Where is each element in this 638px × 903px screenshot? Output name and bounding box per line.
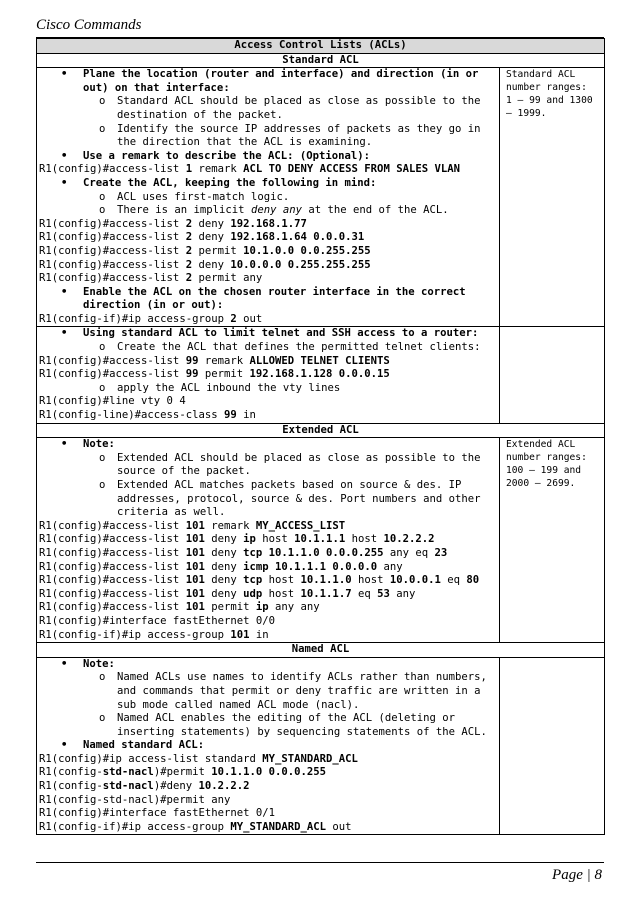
cmd-line [39,272,497,286]
cmd-value: 192.168.1.77 [230,217,307,230]
sub-implicit-deny [39,204,497,218]
cmd-text: R1(config-line)#access-class [39,409,224,422]
cmd-text: deny [192,217,231,230]
cmd-value: 10.1.1.1 [294,533,346,546]
cmd-value: 10.2.2.2 [198,780,250,793]
cmd-text: R1(config)#access-list [39,217,186,230]
cmd-line [39,259,497,273]
cmd-text: R1(config)#access-list [39,546,186,559]
cmd-number: 101 [185,560,205,573]
cmd-text: any [377,560,403,573]
cmd-line [39,629,497,643]
cmd-text: R1(config)#access-list [39,574,186,587]
cmd-number: 2 [185,217,193,230]
extended-range-note: Extended ACL number ranges: 100 – 199 and 2000 – 2699. [500,438,605,643]
cmd-text: R1(config)#access-list [39,244,186,257]
cmd-line: R1(config)#line vty 0 4 [39,395,186,408]
cmd-text: R1(config)#access-list [39,519,186,532]
cmd-value: 10.1.1.7 [300,587,352,600]
cmd-text: host [262,587,301,600]
cmd-number: 101 [185,574,205,587]
cmd-text: R1(config)#access-list [39,560,186,573]
sub-italic: deny any [250,204,302,217]
cmd-line [39,574,497,588]
page-header: Cisco Commands [36,17,142,33]
extended-acl-content [37,438,500,643]
cmd-text: out [236,312,263,325]
cmd-line [39,313,497,327]
bullet-note: • Note: [39,658,497,672]
cmd-value: 10.1.0.0 0.0.255.255 [243,244,371,257]
cmd-line: R1(config-std-nacl)#permit any [39,793,231,806]
cmd-value: MY_STANDARD_ACL [262,752,358,765]
telnet-empty-cell [500,327,605,423]
cmd-text: R1(config)#access-list [39,258,186,271]
cmd-number: 101 [185,587,205,600]
cmd-text: deny [204,533,244,546]
cmd-line [39,588,497,602]
cmd-text: host [345,533,384,546]
cmd-value: 10.1.1.0 0.0.0.255 [268,546,384,559]
bullet-enable: • Enable the ACL on the chosen router interface in the correct direction (in or out): [39,286,497,313]
cmd-number: 1 [185,163,193,176]
cmd-text: permit [192,244,244,257]
acl-table [36,38,605,835]
sub-close-source: o Extended ACL should be placed as close as possible to the source of the packet. [39,452,497,479]
cmd-value: 80 [466,574,480,587]
cmd-number: 101 [185,601,205,614]
title-row [37,39,605,54]
cmd-line [39,766,497,780]
cmd-line [39,218,497,232]
cmd-value: 10.2.2.2 [383,533,435,546]
cmd-text: remark [204,519,256,532]
cmd-value: 23 [434,546,448,559]
named-acl-row [37,657,605,835]
named-acl-content [37,657,500,835]
cmd-text: deny [192,231,231,244]
standard-acl-row [37,68,605,327]
cmd-line [39,520,497,534]
sub-match-criteria: o Extended ACL matches packets based on source & des. IP addresses, protocol, source & des. Port numbers and other criteria as well. [39,479,497,520]
cmd-number: 2 [185,272,193,285]
cmd-line [39,245,497,259]
cmd-line [39,821,497,835]
cmd-text: host [262,574,301,587]
sub-close-destination: o Standard ACL should be placed as close as possible to the destination of the packet. [39,95,497,122]
cmd-text: deny [192,258,231,271]
cmd-value: 10.1.1.1 0.0.0.0 [275,560,378,573]
sub-create-telnet: o Create the ACL that defines the permitted telnet clients: [39,341,497,355]
footer-rule [36,862,604,863]
telnet-acl-content [37,327,500,423]
bullet-telnet: • Using standard ACL to limit telnet and SSH access to a router: [39,327,497,341]
cmd-text: R1(config)#access-list [39,533,186,546]
cmd-value: MY_ACCESS_LIST [255,519,346,532]
named-empty-cell [500,657,605,835]
cmd-line [39,368,497,382]
cmd-text: remark [192,163,244,176]
cmd-text: permit any [192,272,263,285]
cmd-text: )#deny [153,780,199,793]
cmd-text: R1(config-if)#ip access-group [39,628,231,641]
cmd-text: R1(config)#access-list [39,601,186,614]
cmd-number: 101 [185,533,205,546]
bullet-named-standard: • Named standard ACL: [39,739,497,753]
cmd-line: R1(config)#interface fastEthernet 0/0 [39,614,275,627]
cmd-text: R1(config)#access-list [39,163,186,176]
cmd-line [39,547,497,561]
telnet-acl-row [37,327,605,423]
cmd-text: eq [440,574,467,587]
cmd-text: deny [204,546,244,559]
cmd-value: 10.1.1.0 0.0.0.255 [211,766,327,779]
cmd-number: 101 [185,546,205,559]
cmd-text: remark [198,354,250,367]
cmd-line [39,601,497,615]
cmd-line [39,355,497,369]
cmd-number: 2 [185,244,193,257]
cmd-text: host [351,574,390,587]
cmd-text: R1(config- [39,766,103,779]
cmd-line [39,409,497,423]
cmd-text: in [236,409,256,422]
cmd-value: udp [243,587,263,600]
cmd-text: out [326,820,352,833]
extended-acl-heading: Extended ACL [37,423,605,438]
bullet-remark: • Use a remark to describe the ACL: (Optional): [39,150,497,164]
sub-identify-source: o Identify the source IP addresses of packets as they go in the direction that the ACL is examining. [39,123,497,150]
cmd-value: ip [243,533,256,546]
sub-text: There is an implicit [117,204,251,217]
cmd-text: deny [204,574,244,587]
cmd-value: std-nacl [102,780,154,793]
cmd-text: )#permit [153,766,212,779]
bullet-note: • Note: [39,438,497,452]
sub-named-editing: o Named ACL enables the editing of the ACL (deleting or inserting statements) by sequencing statements of the ACL. [39,712,497,739]
cmd-value: 192.168.1.128 0.0.0.15 [249,368,390,381]
cmd-value: tcp [243,546,263,559]
cmd-text: deny [204,587,244,600]
cmd-number: 99 [223,409,237,422]
cmd-value: 192.168.1.64 0.0.0.31 [230,231,365,244]
sub-apply-vty: o apply the ACL inbound the vty lines [39,382,497,396]
cmd-value: 10.0.0.0 0.255.255.255 [230,258,371,271]
cmd-text: deny [204,560,244,573]
cmd-line [39,780,497,794]
cmd-text: R1(config-if)#ip access-group [39,312,231,325]
cmd-text: host [255,533,295,546]
cmd-value: 10.1.1.0 [300,574,352,587]
cmd-text: R1(config)#access-list [39,272,186,285]
cmd-line [39,163,497,177]
cmd-text: R1(config- [39,780,103,793]
cmd-line [39,561,497,575]
cmd-text: any eq [383,546,435,559]
cmd-value: ACL TO DENY ACCESS FROM SALES VLAN [243,163,460,176]
cmd-text: any any [268,601,320,614]
cmd-text: R1(config)#access-list [39,354,186,367]
cmd-text: eq [351,587,378,600]
cmd-text: permit [198,368,250,381]
cmd-number: 2 [185,231,193,244]
bullet-plan: • Plane the location (router and interface) and direction (in or out) on that interface: [39,68,497,95]
table-title: Access Control Lists (ACLs) [37,39,605,54]
sub-named-names: o Named ACLs use names to identify ACLs rather than numbers, and commands that permit or deny traffic are written in a sub mode called named ACL mode (nacl). [39,671,497,712]
sub-text: at the end of the ACL. [301,204,449,217]
cmd-text: R1(config)#ip access-list standard [39,752,263,765]
cmd-text: in [249,628,269,641]
cmd-number: 99 [185,354,199,367]
cmd-text: R1(config)#access-list [39,231,186,244]
cmd-value: tcp [243,574,263,587]
cmd-number: 101 [230,628,250,641]
page-number: Page | 8 [552,867,602,883]
cmd-value: ip [255,601,269,614]
cmd-line [39,753,497,767]
cmd-value: icmp [243,560,269,573]
cmd-value: ALLOWED TELNET CLIENTS [249,354,390,367]
cmd-number: 2 [230,312,237,325]
extended-acl-row [37,438,605,643]
cmd-value: std-nacl [102,766,154,779]
cmd-text: permit [204,601,256,614]
cmd-line [39,231,497,245]
cmd-line [39,533,497,547]
bullet-create: • Create the ACL, keeping the following in mind: [39,177,497,191]
cmd-value: 53 [377,587,390,600]
cmd-number: 99 [185,368,199,381]
standard-acl-heading: Standard ACL [37,53,605,68]
cmd-text: R1(config-if)#ip access-group [39,820,231,833]
cmd-number: 2 [185,258,193,271]
standard-acl-content [37,68,500,327]
cmd-line: R1(config)#interface fastEthernet 0/1 [39,807,275,820]
standard-range-note: Standard ACL number ranges: 1 – 99 and 1300 – 1999. [500,68,605,327]
cmd-value: 10.0.0.1 [389,574,441,587]
named-acl-heading: Named ACL [37,643,605,658]
cmd-text: R1(config)#access-list [39,368,186,381]
cmd-value: MY_STANDARD_ACL [230,820,327,833]
cmd-text: any [389,587,416,600]
sub-first-match: o ACL uses first-match logic. [39,191,497,205]
cmd-text: R1(config)#access-list [39,587,186,600]
cmd-number: 101 [185,519,205,532]
